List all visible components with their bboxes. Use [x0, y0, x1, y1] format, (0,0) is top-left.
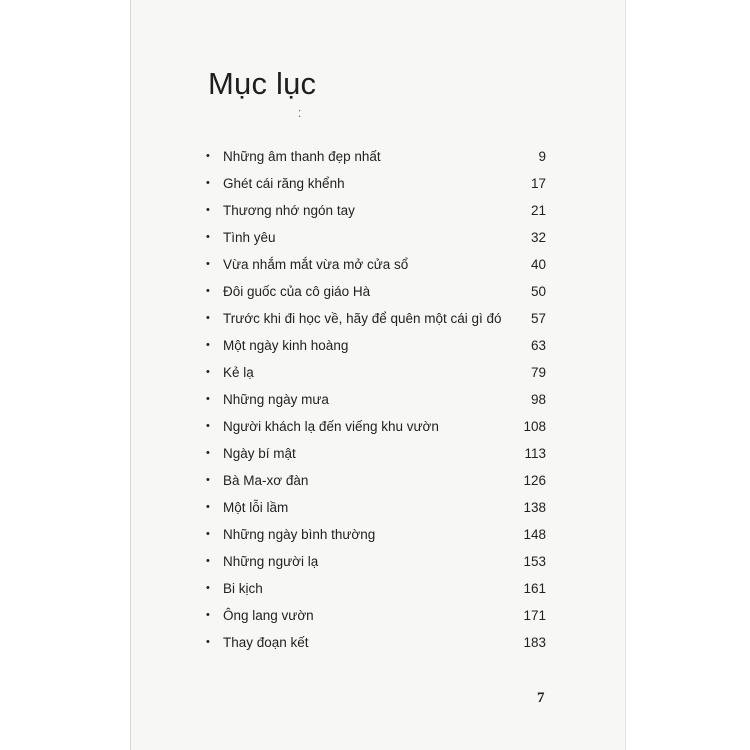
toc-entry-title: Tình yêu: [223, 230, 276, 245]
toc-entry-page: 21: [530, 203, 546, 218]
toc-entry: [205, 197, 550, 224]
page-number: 7: [537, 690, 545, 706]
table-of-contents: [205, 143, 550, 656]
toc-entry-page: 153: [523, 554, 546, 569]
toc-entry: [205, 494, 550, 521]
toc-entry-title: Vừa nhắm mắt vừa mở cửa sổ: [223, 257, 409, 272]
toc-entry-page: 171: [523, 608, 546, 623]
toc-entry-title: Ngày bí mật: [223, 446, 296, 461]
bullet-icon: •: [206, 231, 210, 243]
toc-entry-title: Ghét cái răng khểnh: [223, 176, 345, 191]
toc-entry: [205, 332, 550, 359]
page-title: Mục lục: [208, 66, 317, 101]
toc-entry: [205, 386, 550, 413]
toc-entry: [205, 251, 550, 278]
bullet-icon: •: [206, 204, 210, 216]
toc-entry-page: 9: [538, 149, 546, 164]
bullet-icon: •: [206, 339, 210, 351]
bullet-icon: •: [206, 258, 210, 270]
toc-entry-page: 63: [530, 338, 546, 353]
toc-entry-title: Bi kịch: [223, 581, 263, 596]
toc-entry: [205, 224, 550, 251]
toc-entry-page: 108: [523, 419, 546, 434]
toc-entry-page: 32: [530, 230, 546, 245]
toc-entry-page: 126: [523, 473, 546, 488]
toc-entry: [205, 413, 550, 440]
toc-entry-page: 113: [524, 446, 546, 461]
toc-entry-page: 40: [530, 257, 546, 272]
bullet-icon: •: [206, 447, 210, 459]
bullet-icon: •: [206, 474, 210, 486]
bullet-icon: •: [206, 528, 210, 540]
toc-entry: [205, 278, 550, 305]
toc-entry: [205, 521, 550, 548]
bullet-icon: •: [206, 285, 210, 297]
toc-entry-title: Những ngày mưa: [223, 392, 329, 407]
toc-entry-page: 161: [523, 581, 546, 596]
bullet-icon: •: [206, 177, 210, 189]
bullet-icon: •: [206, 501, 210, 513]
toc-entry: [205, 440, 550, 467]
toc-entry-title: Người khách lạ đến viếng khu vườn: [223, 419, 439, 434]
toc-entry-page: 50: [530, 284, 546, 299]
bullet-icon: •: [206, 393, 210, 405]
toc-entry-title: Đôi guốc của cô giáo Hà: [223, 284, 371, 299]
toc-entry-title: Thay đoạn kết: [223, 635, 309, 650]
toc-entry-page: 17: [530, 176, 546, 191]
toc-entry-page: 79: [530, 365, 546, 380]
bullet-icon: •: [206, 420, 210, 432]
toc-entry-page: 138: [523, 500, 546, 515]
toc-entry-page: 183: [523, 635, 546, 650]
toc-entry: [205, 548, 550, 575]
toc-entry-page: 98: [530, 392, 546, 407]
bullet-icon: •: [206, 555, 210, 567]
toc-entry-title: Một lỗi lầm: [223, 500, 289, 515]
toc-entry-title: Những âm thanh đẹp nhất: [223, 149, 381, 164]
bullet-icon: •: [206, 150, 210, 162]
toc-entry-title: Những người lạ: [223, 554, 319, 569]
toc-entry-title: Ông lang vườn: [223, 608, 314, 623]
toc-entry: [205, 143, 550, 170]
toc-entry: [205, 467, 550, 494]
toc-entry-page: 148: [523, 527, 546, 542]
toc-entry-title: Kẻ lạ: [223, 365, 254, 380]
bullet-icon: •: [206, 609, 210, 621]
bullet-icon: •: [206, 312, 210, 324]
toc-entry: [205, 629, 550, 656]
toc-entry-title: Bà Ma-xơ đàn: [223, 473, 309, 488]
toc-entry-title: Trước khi đi học về, hãy để quên một cái gì đó: [223, 311, 502, 326]
toc-entry: [205, 359, 550, 386]
print-speck: ⁚: [298, 109, 302, 120]
toc-entry: [205, 305, 550, 332]
bullet-icon: •: [206, 636, 210, 648]
toc-entry: [205, 575, 550, 602]
toc-entry-page: 57: [530, 311, 546, 326]
toc-entry-title: Thương nhớ ngón tay: [223, 203, 355, 218]
toc-entry-title: Một ngày kinh hoàng: [223, 338, 349, 353]
toc-entry: [205, 602, 550, 629]
toc-entry-title: Những ngày bình thường: [223, 527, 376, 542]
bullet-icon: •: [206, 582, 210, 594]
bullet-icon: •: [206, 366, 210, 378]
toc-entry: [205, 170, 550, 197]
